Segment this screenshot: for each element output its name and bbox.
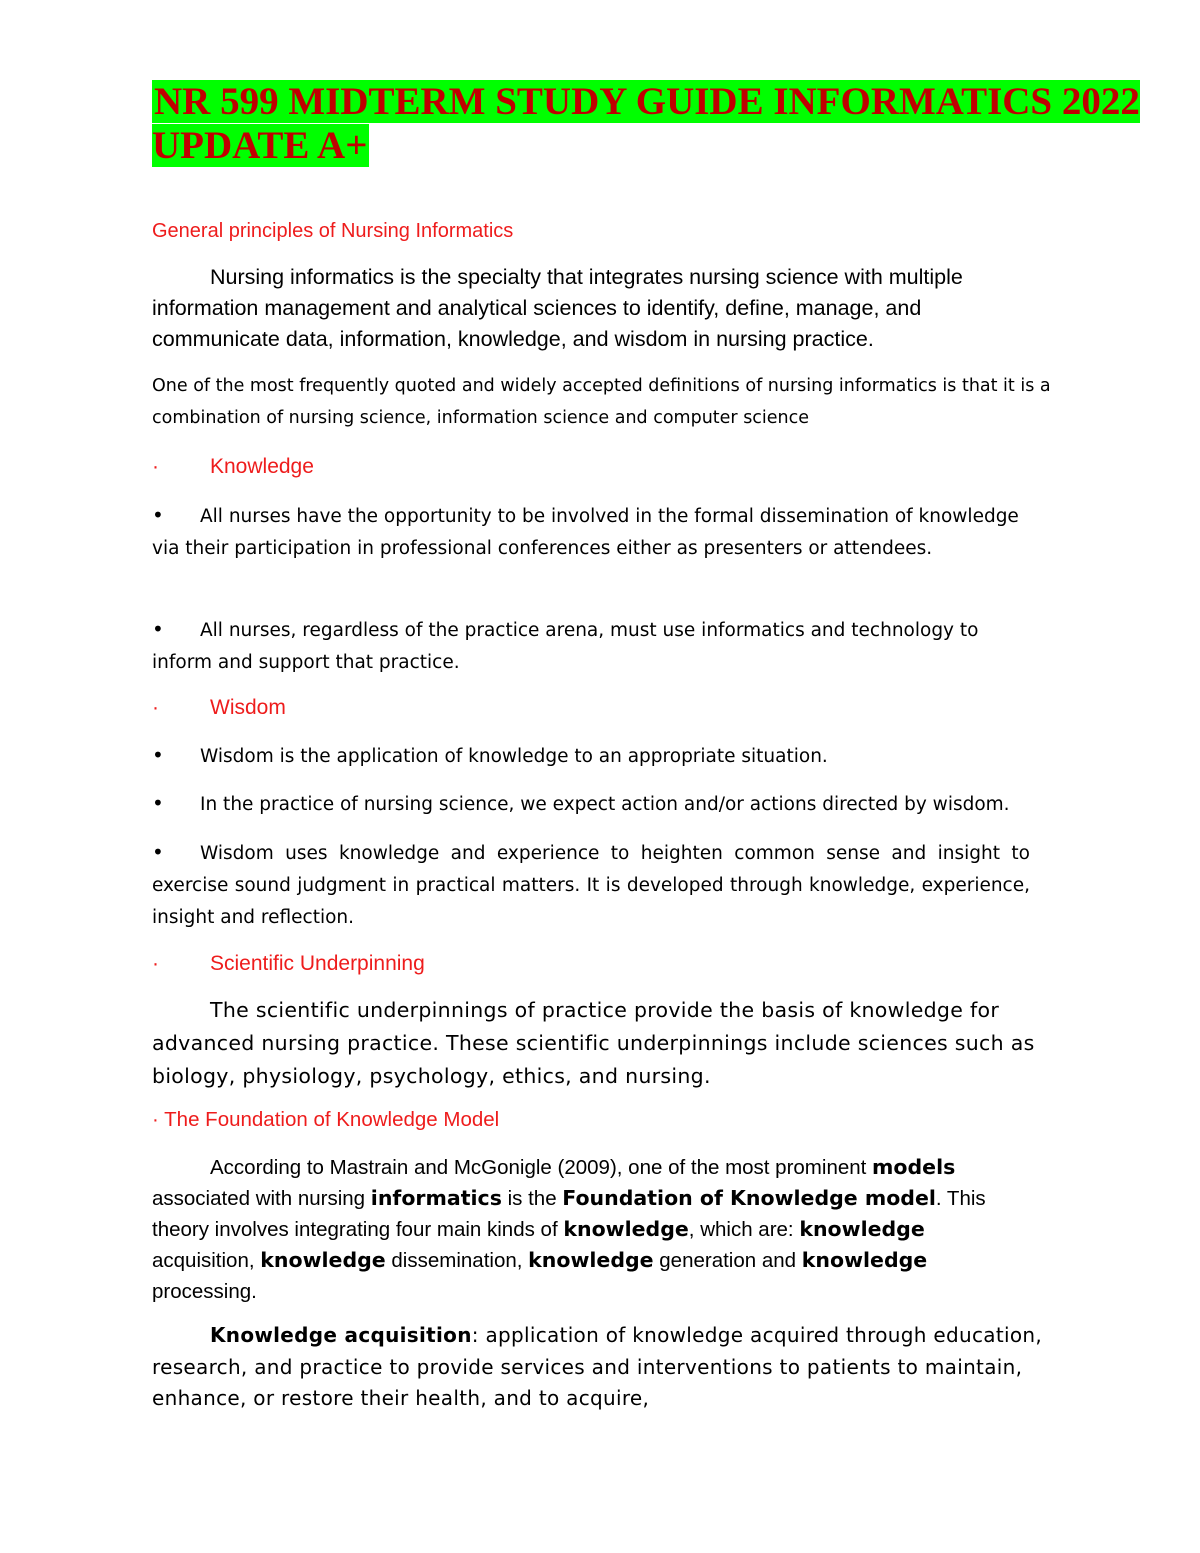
foundation-paragraph: [152, 1152, 1032, 1307]
text-run-bold: knowledge: [528, 1248, 654, 1272]
list-item-text: Wisdom is the application of knowledge to an appropriate situation.: [200, 746, 828, 767]
scientific-heading: [152, 950, 425, 978]
acquisition-paragraph: [152, 1320, 1052, 1415]
acquisition-text: : application of knowledge acquired through education, research, and practice to provide services and interventions to patients to maintain, enhance, or restore their health, and to acquire,: [152, 1323, 1042, 1410]
knowledge-heading-label: Knowledge: [210, 455, 314, 478]
text-run: . This theory involves integrating four main kinds of: [152, 1187, 986, 1241]
bullet-glyph: •: [152, 503, 164, 527]
bullet-glyph: •: [152, 791, 164, 815]
text-run-bold: knowledge: [563, 1217, 689, 1241]
text-run-bold: knowledge: [799, 1217, 925, 1241]
sub-bullet-glyph: ·: [152, 952, 159, 975]
scientific-paragraph: The scientific underpinnings of practice provide the basis of knowledge for advanced nursing practice. These scientific underpinnings include sciences such as biology, physiology, psychology, ethics, and nursing.: [152, 998, 1035, 1088]
text-run: generation and: [653, 1249, 802, 1272]
wisdom-heading: [152, 694, 286, 722]
text-run: associated with nursing: [152, 1187, 371, 1210]
bullet-glyph: •: [152, 743, 164, 767]
list-item-text: All nurses, regardless of the practice arena, must use informatics and technology to inform and support that practice.: [152, 620, 979, 673]
text-run-bold: models: [872, 1155, 956, 1179]
text-run-bold: informatics: [370, 1186, 502, 1210]
list-item: [152, 613, 1030, 679]
text-run: According to Mastrain and McGonigle (2009), one of the most prominent: [210, 1156, 873, 1179]
text-run-bold: knowledge: [801, 1248, 928, 1272]
list-item: [152, 836, 1030, 934]
section-heading: General principles of Nursing Informatics: [152, 220, 514, 242]
text-run-bold: knowledge: [260, 1248, 386, 1272]
sub-bullet-glyph: ·: [152, 696, 159, 719]
definition-paragraph: One of the most frequently quoted and widely accepted definitions of nursing informatics is that it is a combination of nursing science, information science and computer science: [152, 376, 1051, 428]
acquisition-term: Knowledge acquisition: [210, 1323, 472, 1347]
sub-bullet-glyph: ·: [152, 455, 159, 478]
list-item-text: In the practice of nursing science, we expect action and/or actions directed by wisdom.: [200, 794, 1010, 815]
scientific-heading-label: Scientific Underpinning: [210, 952, 425, 975]
bullet-glyph: •: [152, 617, 164, 641]
text-run-bold: Foundation of Knowledge model: [562, 1186, 936, 1210]
list-item: [152, 787, 1030, 821]
list-item: [152, 739, 1030, 773]
foundation-heading: · The Foundation of Knowledge Model: [152, 1108, 500, 1131]
text-run: processing.: [152, 1280, 257, 1303]
intro-paragraph: Nursing informatics is the specialty that integrates nursing science with multiple information management and analytical sciences to identify, define, manage, and communicate data, information, knowledge, and wisdom in nursing practice.: [152, 265, 963, 351]
text-run: is the: [501, 1187, 563, 1210]
list-item: [152, 499, 1030, 565]
bullet-glyph: •: [152, 840, 164, 864]
wisdom-heading-label: Wisdom: [210, 696, 286, 719]
list-item-text: Wisdom uses knowledge and experience to heighten common sense and insight to exercise sound judgment in practical matters. It is developed through knowledge, experience, insight and reflection.: [152, 843, 1030, 928]
text-run: dissemination,: [385, 1249, 529, 1272]
text-run: , which are:: [688, 1218, 800, 1241]
list-item-text: All nurses have the opportunity to be involved in the formal dissemination of knowledge via their participation in professional conferences either as presenters or attendees.: [152, 506, 1019, 559]
text-run: acquisition,: [152, 1249, 261, 1272]
title-highlight: NR 599 MIDTERM STUDY GUIDE INFORMATICS 2022 UPDATE A+: [152, 80, 1140, 167]
document-title: [152, 80, 1200, 168]
knowledge-heading: [152, 453, 314, 481]
